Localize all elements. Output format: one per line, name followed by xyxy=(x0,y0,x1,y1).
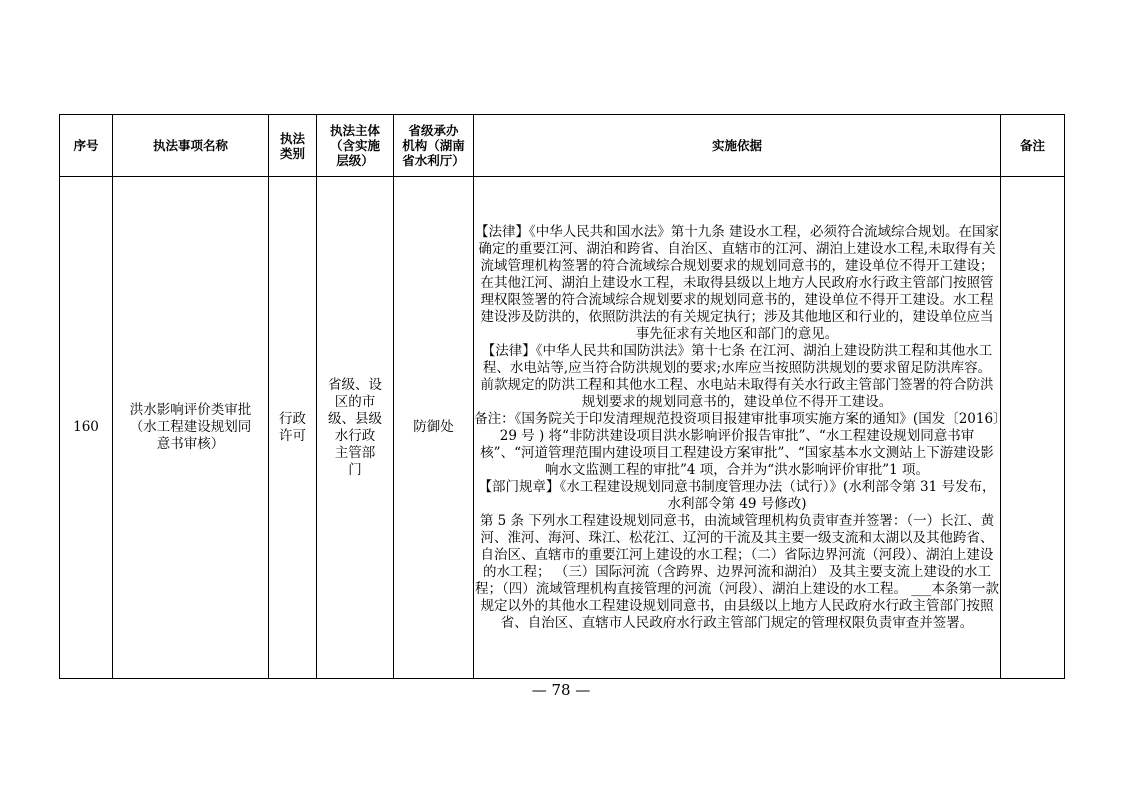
header-basis: 实施依据 xyxy=(474,115,1001,177)
cell-remark xyxy=(1001,177,1065,679)
basis-paragraph: 【法律】《中华人民共和国防洪法》第十七条 在江河、湖泊上建设防洪工程和其他水工程、水电站等,应当符合防洪规划的要求;水库应当按照防洪规划的要求留足防洪库容。 前款规定的防洪工程和其他水工程、水电站未取得有关水行政主管部门签署的符合防洪规划要求的规划同意书的，建设单位不得开工建设。 xyxy=(480,342,994,410)
header-remark: 备注 xyxy=(1001,115,1065,177)
header-row xyxy=(60,115,1065,177)
header-provincial-org: 省级承办 机构（湖南 省水利厅） xyxy=(394,115,474,177)
header-subject: 执法主体 （含实施 层级） xyxy=(317,115,394,177)
cell-subject: 省级、设 区的市 级、县级 水行政 主管部 门 xyxy=(317,177,394,679)
basis-paragraph: 备注：《国务院关于印发清理规范投资项目报建审批事项实施方案的通知》(国发〔2016〕29 号 ) 将“非防洪建设项目洪水影响评价报告审批”、“水工程建设规划同意书审核”、“河道管理范围内建设项目工程建设方案审批”、“国家基本水文测站上下游建设影响水文监测工程的审批”4 项，合并为“洪水影响评价审批”1 项。 xyxy=(474,410,1000,478)
cell-seq: 160 xyxy=(60,177,113,679)
cell-category: 行政 许可 xyxy=(269,177,317,679)
cell-provincial-org: 防御处 xyxy=(394,177,474,679)
basis-paragraph: 【部门规章】《水工程建设规划同意书制度管理办法（试行）》(水利部令第 31 号发布，水利部令第 49 号修改) xyxy=(478,478,996,512)
header-seq: 序号 xyxy=(60,115,113,177)
page-number: — 78 — xyxy=(531,681,591,699)
cell-item-name: 洪水影响评价类审批（水工程建设规划同意书审核） xyxy=(113,177,269,679)
cell-basis xyxy=(474,177,1001,679)
header-category: 执法 类别 xyxy=(269,115,317,177)
basis-paragraph: 【法律】《中华人民共和国水法》第十九条 建设水工程，必须符合流域综合规划。在国家确定的重要江河、湖泊和跨省、自治区、直辖市的江河、湖泊上建设水工程,未取得有关流域管理机构签署的符合流域综合规划要求的规划同意书的，建设单位不得开工建设；在其他江河、湖泊上建设水工程，未取得县级以上地方人民政府水行政主管部门按照管理权限签署的符合流域综合规划要求的规划同意书的，建设单位不得开工建设。水工程建设涉及防洪的，依照防洪法的有关规定执行；涉及其他地区和行业的，建设单位应当事先征求有关地区和部门的意见。 xyxy=(474,223,1000,342)
header-item-name: 执法事项名称 xyxy=(113,115,269,177)
basis-paragraph: 第 5 条 下列水工程建设规划同意书，由流域管理机构负责审查并签署：（一）长江、黄河、淮河、海河、珠江、松花江、辽河的干流及其主要一级支流和太湖以及其他跨省、自治区、直辖市的重要江河上建设的水工程；（二）省际边界河流（河段）、湖泊上建设的水工程； （三）国际河流（含跨界、边界河流和湖泊） 及其主要支流上建设的水工程；（四）流域管理机构直接管理的河流（河段）、湖泊上建设的水工程。 ___本条第一款规定以外的其他水工程建设规划同意书，由县级以上地方人民政府水行政主管部门按照省、自治区、直辖市人民政府水行政主管部门规定的管理权限负责审查并签署。 xyxy=(474,512,1000,631)
enforcement-table xyxy=(59,114,1065,679)
table-row xyxy=(60,177,1065,679)
